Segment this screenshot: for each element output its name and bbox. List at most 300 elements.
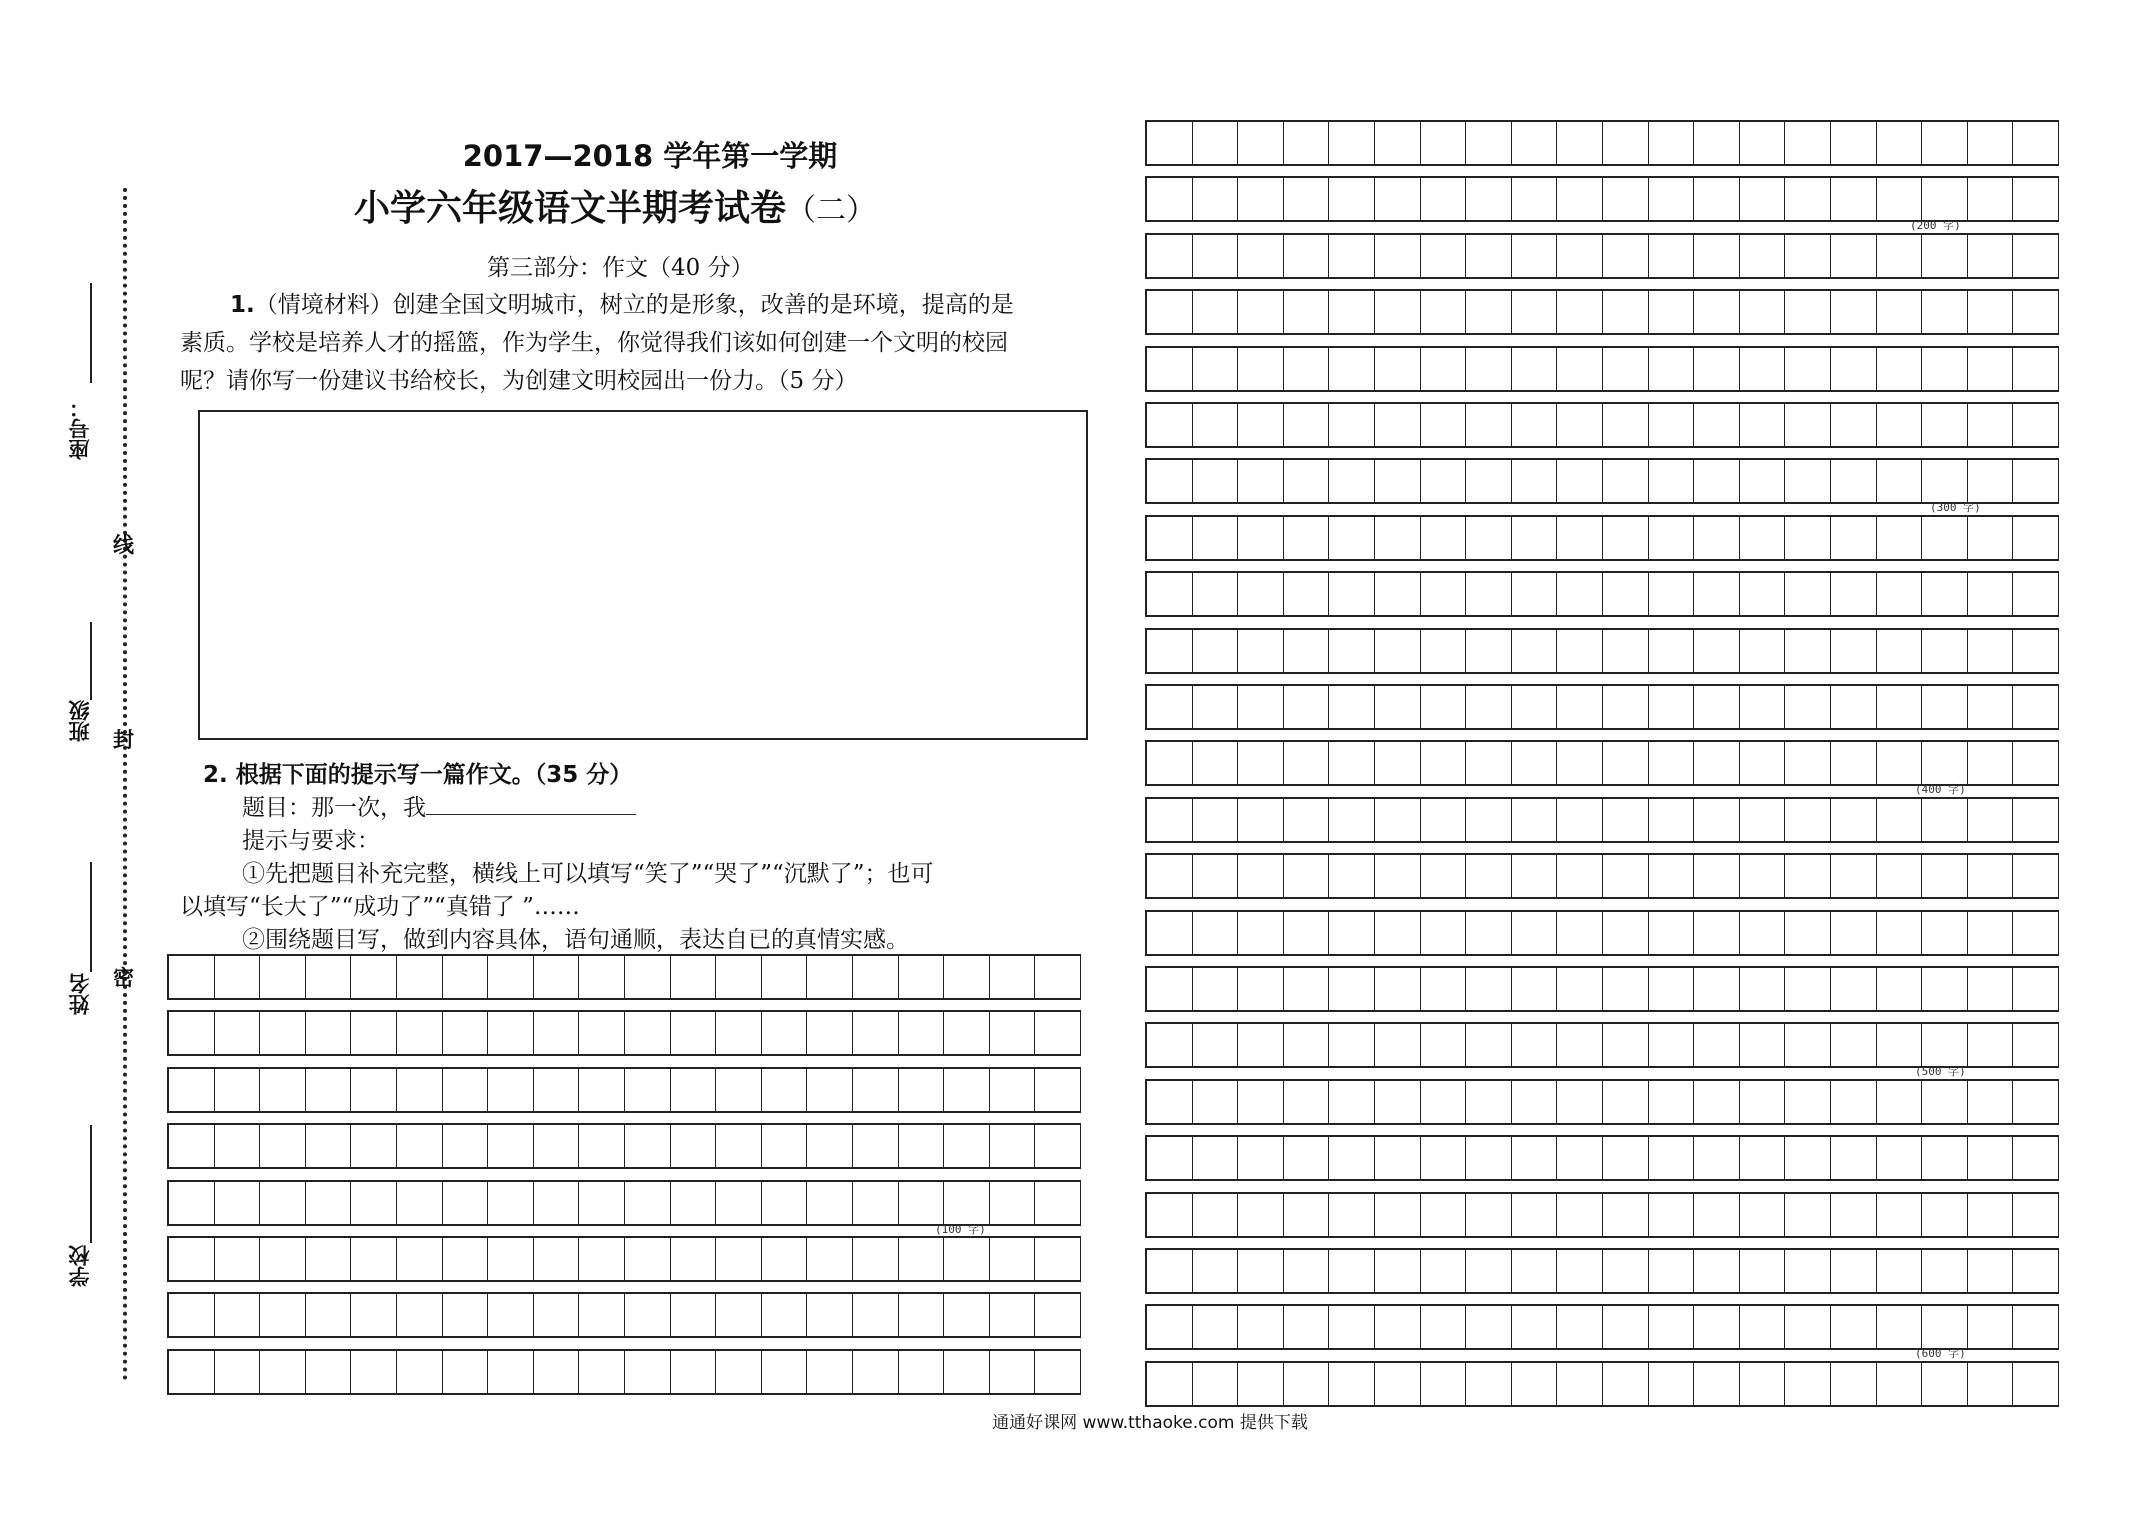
grid-cell[interactable] [1785, 1306, 1831, 1348]
grid-cell[interactable] [1193, 742, 1239, 784]
grid-cell[interactable] [1238, 968, 1284, 1010]
grid-cell[interactable] [625, 1238, 671, 1280]
grid-cell[interactable] [1877, 742, 1923, 784]
grid-cell[interactable] [1284, 1081, 1330, 1123]
grid-cell[interactable] [1922, 517, 1968, 559]
grid-cell[interactable] [1877, 799, 1923, 841]
grid-cell[interactable] [169, 1069, 215, 1111]
grid-cell[interactable] [351, 1351, 397, 1393]
grid-cell[interactable] [1193, 122, 1239, 164]
grid-cell[interactable] [1035, 1182, 1081, 1224]
grid-cell[interactable] [671, 1125, 717, 1167]
grid-cell[interactable] [1785, 235, 1831, 277]
grid-cell[interactable] [1147, 404, 1193, 446]
grid-cell[interactable] [1329, 1024, 1375, 1066]
grid-cell[interactable] [1740, 1250, 1786, 1292]
grid-cell[interactable] [625, 1351, 671, 1393]
grid-cell[interactable] [944, 1012, 990, 1054]
grid-cell[interactable] [1512, 912, 1558, 954]
grid-cell[interactable] [1193, 460, 1239, 502]
grid-cell[interactable] [1922, 573, 1968, 615]
grid-cell[interactable] [1421, 573, 1467, 615]
grid-cell[interactable] [1329, 460, 1375, 502]
grid-cell[interactable] [1649, 912, 1695, 954]
grid-cell[interactable] [1968, 1137, 2014, 1179]
grid-cell[interactable] [625, 1012, 671, 1054]
grid-cell[interactable] [351, 1294, 397, 1336]
grid-cell[interactable] [807, 1125, 853, 1167]
grid-cell[interactable] [579, 1182, 625, 1224]
grid-cell[interactable] [671, 1069, 717, 1111]
grid-cell[interactable] [1329, 1306, 1375, 1348]
grid-cell[interactable] [1740, 1137, 1786, 1179]
grid-cell[interactable] [1694, 460, 1740, 502]
grid-cell[interactable] [534, 1125, 580, 1167]
grid-cell[interactable] [1193, 517, 1239, 559]
grid-cell[interactable] [1329, 1250, 1375, 1292]
grid-cell[interactable] [1557, 573, 1603, 615]
grid-cell[interactable] [1740, 1194, 1786, 1236]
grid-cell[interactable] [1649, 686, 1695, 728]
grid-cell[interactable] [807, 1238, 853, 1280]
grid-cell[interactable] [1329, 235, 1375, 277]
grid-cell[interactable] [579, 1069, 625, 1111]
grid-cell[interactable] [1035, 1351, 1081, 1393]
grid-cell[interactable] [1512, 235, 1558, 277]
grid-cell[interactable] [671, 1012, 717, 1054]
grid-cell[interactable] [625, 1125, 671, 1167]
grid-cell[interactable] [1877, 1194, 1923, 1236]
grid-cell[interactable] [1557, 742, 1603, 784]
grid-cell[interactable] [1922, 855, 1968, 897]
grid-cell[interactable] [990, 956, 1036, 998]
grid-cell[interactable] [1421, 686, 1467, 728]
grid-cell[interactable] [1968, 460, 2014, 502]
grid-cell[interactable] [671, 1294, 717, 1336]
grid-cell[interactable] [1603, 1081, 1649, 1123]
grid-cell[interactable] [1785, 573, 1831, 615]
grid-cell[interactable] [1785, 968, 1831, 1010]
grid-cell[interactable] [1147, 686, 1193, 728]
grid-cell[interactable] [1603, 1250, 1649, 1292]
grid-cell[interactable] [1968, 1081, 2014, 1123]
grid-cell[interactable] [2013, 855, 2059, 897]
grid-cell[interactable] [853, 1294, 899, 1336]
grid-cell[interactable] [306, 956, 352, 998]
grid-cell[interactable] [1831, 1363, 1877, 1405]
grid-cell[interactable] [2013, 122, 2059, 164]
grid-cell[interactable] [1877, 178, 1923, 220]
grid-cell[interactable] [488, 1182, 534, 1224]
grid-cell[interactable] [1147, 968, 1193, 1010]
grid-cell[interactable] [1147, 1194, 1193, 1236]
grid-cell[interactable] [899, 1294, 945, 1336]
grid-cell[interactable] [944, 1294, 990, 1336]
grid-cell[interactable] [1512, 686, 1558, 728]
grid-cell[interactable] [1603, 855, 1649, 897]
grid-cell[interactable] [1193, 630, 1239, 672]
grid-cell[interactable] [443, 1238, 489, 1280]
grid-cell[interactable] [1649, 122, 1695, 164]
grid-cell[interactable] [716, 1012, 762, 1054]
grid-cell[interactable] [1375, 122, 1421, 164]
grid-cell[interactable] [1968, 517, 2014, 559]
grid-cell[interactable] [1831, 235, 1877, 277]
grid-cell[interactable] [397, 1182, 443, 1224]
grid-cell[interactable] [1329, 1137, 1375, 1179]
grid-cell[interactable] [1968, 404, 2014, 446]
grid-cell[interactable] [1375, 517, 1421, 559]
grid-cell[interactable] [1603, 291, 1649, 333]
grid-cell[interactable] [625, 1294, 671, 1336]
grid-cell[interactable] [1740, 912, 1786, 954]
grid-cell[interactable] [1922, 1024, 1968, 1066]
grid-cell[interactable] [1466, 122, 1512, 164]
grid-cell[interactable] [1512, 1250, 1558, 1292]
grid-cell[interactable] [1238, 1363, 1284, 1405]
grid-cell[interactable] [1557, 235, 1603, 277]
grid-cell[interactable] [215, 1238, 261, 1280]
grid-cell[interactable] [1877, 291, 1923, 333]
grid-cell[interactable] [990, 1351, 1036, 1393]
grid-cell[interactable] [1877, 912, 1923, 954]
grid-cell[interactable] [1877, 122, 1923, 164]
grid-cell[interactable] [1284, 517, 1330, 559]
grid-cell[interactable] [853, 1069, 899, 1111]
grid-cell[interactable] [1421, 1137, 1467, 1179]
grid-cell[interactable] [1694, 178, 1740, 220]
grid-cell[interactable] [1329, 912, 1375, 954]
grid-cell[interactable] [671, 956, 717, 998]
grid-cell[interactable] [1922, 404, 1968, 446]
grid-cell[interactable] [397, 1238, 443, 1280]
grid-cell[interactable] [2013, 686, 2059, 728]
grid-cell[interactable] [1694, 348, 1740, 390]
grid-cell[interactable] [534, 1069, 580, 1111]
grid-cell[interactable] [2013, 1081, 2059, 1123]
grid-cell[interactable] [1284, 630, 1330, 672]
grid-cell[interactable] [1649, 460, 1695, 502]
grid-cell[interactable] [1329, 855, 1375, 897]
grid-cell[interactable] [534, 1351, 580, 1393]
grid-cell[interactable] [1147, 460, 1193, 502]
grid-cell[interactable] [1785, 178, 1831, 220]
grid-cell[interactable] [1421, 799, 1467, 841]
grid-cell[interactable] [1694, 630, 1740, 672]
grid-cell[interactable] [1785, 1024, 1831, 1066]
grid-cell[interactable] [1193, 1024, 1239, 1066]
grid-cell[interactable] [1512, 968, 1558, 1010]
grid-cell[interactable] [1831, 1024, 1877, 1066]
grid-cell[interactable] [488, 1351, 534, 1393]
grid-cell[interactable] [1147, 122, 1193, 164]
grid-cell[interactable] [1375, 460, 1421, 502]
grid-cell[interactable] [853, 1182, 899, 1224]
grid-cell[interactable] [1147, 630, 1193, 672]
grid-cell[interactable] [1785, 517, 1831, 559]
grid-cell[interactable] [1785, 912, 1831, 954]
grid-cell[interactable] [990, 1012, 1036, 1054]
grid-cell[interactable] [1557, 1137, 1603, 1179]
grid-cell[interactable] [1922, 1306, 1968, 1348]
grid-cell[interactable] [306, 1012, 352, 1054]
grid-cell[interactable] [1329, 1194, 1375, 1236]
grid-cell[interactable] [1831, 291, 1877, 333]
grid-cell[interactable] [1284, 1194, 1330, 1236]
grid-cell[interactable] [260, 1294, 306, 1336]
grid-cell[interactable] [1831, 460, 1877, 502]
grid-cell[interactable] [2013, 573, 2059, 615]
grid-cell[interactable] [944, 1125, 990, 1167]
grid-cell[interactable] [1238, 122, 1284, 164]
grid-cell[interactable] [488, 1125, 534, 1167]
grid-cell[interactable] [1968, 968, 2014, 1010]
grid-cell[interactable] [443, 1294, 489, 1336]
grid-cell[interactable] [1557, 122, 1603, 164]
grid-cell[interactable] [1922, 1081, 1968, 1123]
grid-cell[interactable] [1694, 1137, 1740, 1179]
grid-cell[interactable] [716, 1294, 762, 1336]
grid-cell[interactable] [488, 1294, 534, 1336]
grid-cell[interactable] [1329, 404, 1375, 446]
grid-cell[interactable] [1649, 1024, 1695, 1066]
grid-cell[interactable] [1466, 517, 1512, 559]
grid-cell[interactable] [1147, 1137, 1193, 1179]
grid-cell[interactable] [1147, 348, 1193, 390]
grid-cell[interactable] [1238, 517, 1284, 559]
grid-cell[interactable] [1740, 122, 1786, 164]
grid-cell[interactable] [579, 1351, 625, 1393]
grid-cell[interactable] [351, 956, 397, 998]
grid-cell[interactable] [1694, 742, 1740, 784]
grid-cell[interactable] [534, 1012, 580, 1054]
grid-cell[interactable] [397, 1125, 443, 1167]
grid-cell[interactable] [1284, 1306, 1330, 1348]
grid-cell[interactable] [807, 956, 853, 998]
grid-cell[interactable] [1785, 404, 1831, 446]
grid-cell[interactable] [853, 1125, 899, 1167]
grid-cell[interactable] [1603, 799, 1649, 841]
grid-cell[interactable] [579, 956, 625, 998]
grid-cell[interactable] [1968, 799, 2014, 841]
grid-cell[interactable] [1329, 291, 1375, 333]
grid-cell[interactable] [1466, 630, 1512, 672]
grid-cell[interactable] [1284, 1250, 1330, 1292]
grid-cell[interactable] [215, 1069, 261, 1111]
grid-cell[interactable] [1466, 799, 1512, 841]
grid-cell[interactable] [1740, 178, 1786, 220]
grid-cell[interactable] [2013, 1363, 2059, 1405]
grid-cell[interactable] [1649, 348, 1695, 390]
grid-cell[interactable] [1557, 968, 1603, 1010]
grid-cell[interactable] [1193, 686, 1239, 728]
grid-cell[interactable] [1557, 686, 1603, 728]
grid-cell[interactable] [1375, 1081, 1421, 1123]
grid-cell[interactable] [1329, 630, 1375, 672]
grid-cell[interactable] [762, 1012, 808, 1054]
grid-cell[interactable] [1785, 291, 1831, 333]
grid-cell[interactable] [671, 1182, 717, 1224]
grid-cell[interactable] [899, 1069, 945, 1111]
grid-cell[interactable] [944, 1069, 990, 1111]
grid-cell[interactable] [1421, 404, 1467, 446]
grid-cell[interactable] [306, 1069, 352, 1111]
grid-cell[interactable] [1512, 404, 1558, 446]
grid-cell[interactable] [853, 1012, 899, 1054]
grid-cell[interactable] [990, 1238, 1036, 1280]
grid-cell[interactable] [1512, 799, 1558, 841]
grid-cell[interactable] [1922, 912, 1968, 954]
grid-cell[interactable] [853, 956, 899, 998]
grid-cell[interactable] [1284, 291, 1330, 333]
grid-cell[interactable] [351, 1069, 397, 1111]
grid-cell[interactable] [1603, 122, 1649, 164]
grid-cell[interactable] [1922, 1194, 1968, 1236]
grid-cell[interactable] [1785, 348, 1831, 390]
grid-cell[interactable] [1193, 178, 1239, 220]
grid-cell[interactable] [899, 1182, 945, 1224]
grid-cell[interactable] [1421, 1363, 1467, 1405]
grid-cell[interactable] [1466, 460, 1512, 502]
grid-cell[interactable] [1375, 178, 1421, 220]
grid-cell[interactable] [1649, 630, 1695, 672]
grid-cell[interactable] [762, 1069, 808, 1111]
grid-cell[interactable] [215, 1012, 261, 1054]
grid-cell[interactable] [1557, 348, 1603, 390]
grid-cell[interactable] [1831, 178, 1877, 220]
grid-cell[interactable] [1694, 912, 1740, 954]
grid-cell[interactable] [944, 1351, 990, 1393]
grid-cell[interactable] [1922, 348, 1968, 390]
grid-cell[interactable] [1877, 1250, 1923, 1292]
grid-cell[interactable] [1375, 630, 1421, 672]
grid-cell[interactable] [1284, 686, 1330, 728]
grid-cell[interactable] [1466, 1363, 1512, 1405]
grid-cell[interactable] [1968, 348, 2014, 390]
grid-cell[interactable] [1193, 968, 1239, 1010]
grid-cell[interactable] [1375, 348, 1421, 390]
grid-cell[interactable] [534, 1294, 580, 1336]
grid-cell[interactable] [1421, 122, 1467, 164]
grid-cell[interactable] [1649, 235, 1695, 277]
grid-cell[interactable] [1421, 855, 1467, 897]
grid-cell[interactable] [1147, 912, 1193, 954]
grid-cell[interactable] [990, 1182, 1036, 1224]
grid-cell[interactable] [1375, 1306, 1421, 1348]
grid-cell[interactable] [1284, 799, 1330, 841]
grid-cell[interactable] [853, 1351, 899, 1393]
grid-cell[interactable] [1694, 1024, 1740, 1066]
grid-cell[interactable] [306, 1351, 352, 1393]
grid-cell[interactable] [1557, 291, 1603, 333]
grid-cell[interactable] [1968, 573, 2014, 615]
grid-cell[interactable] [1284, 573, 1330, 615]
grid-cell[interactable] [1649, 742, 1695, 784]
grid-cell[interactable] [2013, 742, 2059, 784]
grid-cell[interactable] [1284, 178, 1330, 220]
grid-cell[interactable] [2013, 404, 2059, 446]
grid-cell[interactable] [260, 1125, 306, 1167]
grid-cell[interactable] [625, 1069, 671, 1111]
grid-cell[interactable] [1968, 1250, 2014, 1292]
grid-cell[interactable] [215, 956, 261, 998]
grid-cell[interactable] [1193, 573, 1239, 615]
grid-cell[interactable] [1284, 742, 1330, 784]
grid-cell[interactable] [1557, 178, 1603, 220]
grid-cell[interactable] [1922, 178, 1968, 220]
grid-cell[interactable] [488, 956, 534, 998]
grid-cell[interactable] [1968, 686, 2014, 728]
grid-cell[interactable] [1557, 912, 1603, 954]
writing-grid-left[interactable] [167, 954, 1081, 1400]
grid-cell[interactable] [2013, 460, 2059, 502]
grid-cell[interactable] [1193, 1250, 1239, 1292]
grid-cell[interactable] [260, 1069, 306, 1111]
writing-grid-right[interactable] [1145, 120, 2059, 1403]
grid-cell[interactable] [625, 1182, 671, 1224]
grid-cell[interactable] [397, 1351, 443, 1393]
grid-cell[interactable] [1831, 404, 1877, 446]
grid-cell[interactable] [1329, 517, 1375, 559]
grid-cell[interactable] [1922, 686, 1968, 728]
grid-cell[interactable] [1375, 1363, 1421, 1405]
grid-cell[interactable] [1147, 855, 1193, 897]
grid-cell[interactable] [1284, 855, 1330, 897]
grid-cell[interactable] [762, 956, 808, 998]
grid-cell[interactable] [1147, 235, 1193, 277]
grid-cell[interactable] [1922, 1250, 1968, 1292]
grid-cell[interactable] [397, 956, 443, 998]
grid-cell[interactable] [1603, 1194, 1649, 1236]
grid-cell[interactable] [1512, 1306, 1558, 1348]
grid-cell[interactable] [1694, 1194, 1740, 1236]
grid-cell[interactable] [1740, 460, 1786, 502]
grid-cell[interactable] [488, 1012, 534, 1054]
grid-cell[interactable] [2013, 912, 2059, 954]
grid-cell[interactable] [443, 1351, 489, 1393]
grid-cell[interactable] [1466, 235, 1512, 277]
grid-cell[interactable] [1147, 178, 1193, 220]
grid-cell[interactable] [1193, 855, 1239, 897]
grid-cell[interactable] [899, 1238, 945, 1280]
grid-cell[interactable] [1512, 742, 1558, 784]
grid-cell[interactable] [579, 1294, 625, 1336]
grid-cell[interactable] [2013, 1194, 2059, 1236]
grid-cell[interactable] [1193, 291, 1239, 333]
grid-cell[interactable] [1193, 348, 1239, 390]
grid-cell[interactable] [351, 1012, 397, 1054]
grid-cell[interactable] [1649, 1363, 1695, 1405]
grid-cell[interactable] [1375, 1194, 1421, 1236]
grid-cell[interactable] [716, 1182, 762, 1224]
grid-cell[interactable] [1147, 517, 1193, 559]
grid-cell[interactable] [1740, 517, 1786, 559]
grid-cell[interactable] [1694, 235, 1740, 277]
grid-cell[interactable] [1877, 517, 1923, 559]
q2-topic-blank[interactable] [426, 794, 636, 815]
grid-cell[interactable] [397, 1012, 443, 1054]
grid-cell[interactable] [1922, 799, 1968, 841]
grid-cell[interactable] [1831, 742, 1877, 784]
grid-cell[interactable] [1238, 1137, 1284, 1179]
grid-cell[interactable] [1785, 855, 1831, 897]
grid-cell[interactable] [1375, 799, 1421, 841]
grid-cell[interactable] [1421, 1081, 1467, 1123]
grid-cell[interactable] [1421, 630, 1467, 672]
grid-cell[interactable] [1740, 1081, 1786, 1123]
grid-cell[interactable] [990, 1069, 1036, 1111]
grid-cell[interactable] [306, 1238, 352, 1280]
